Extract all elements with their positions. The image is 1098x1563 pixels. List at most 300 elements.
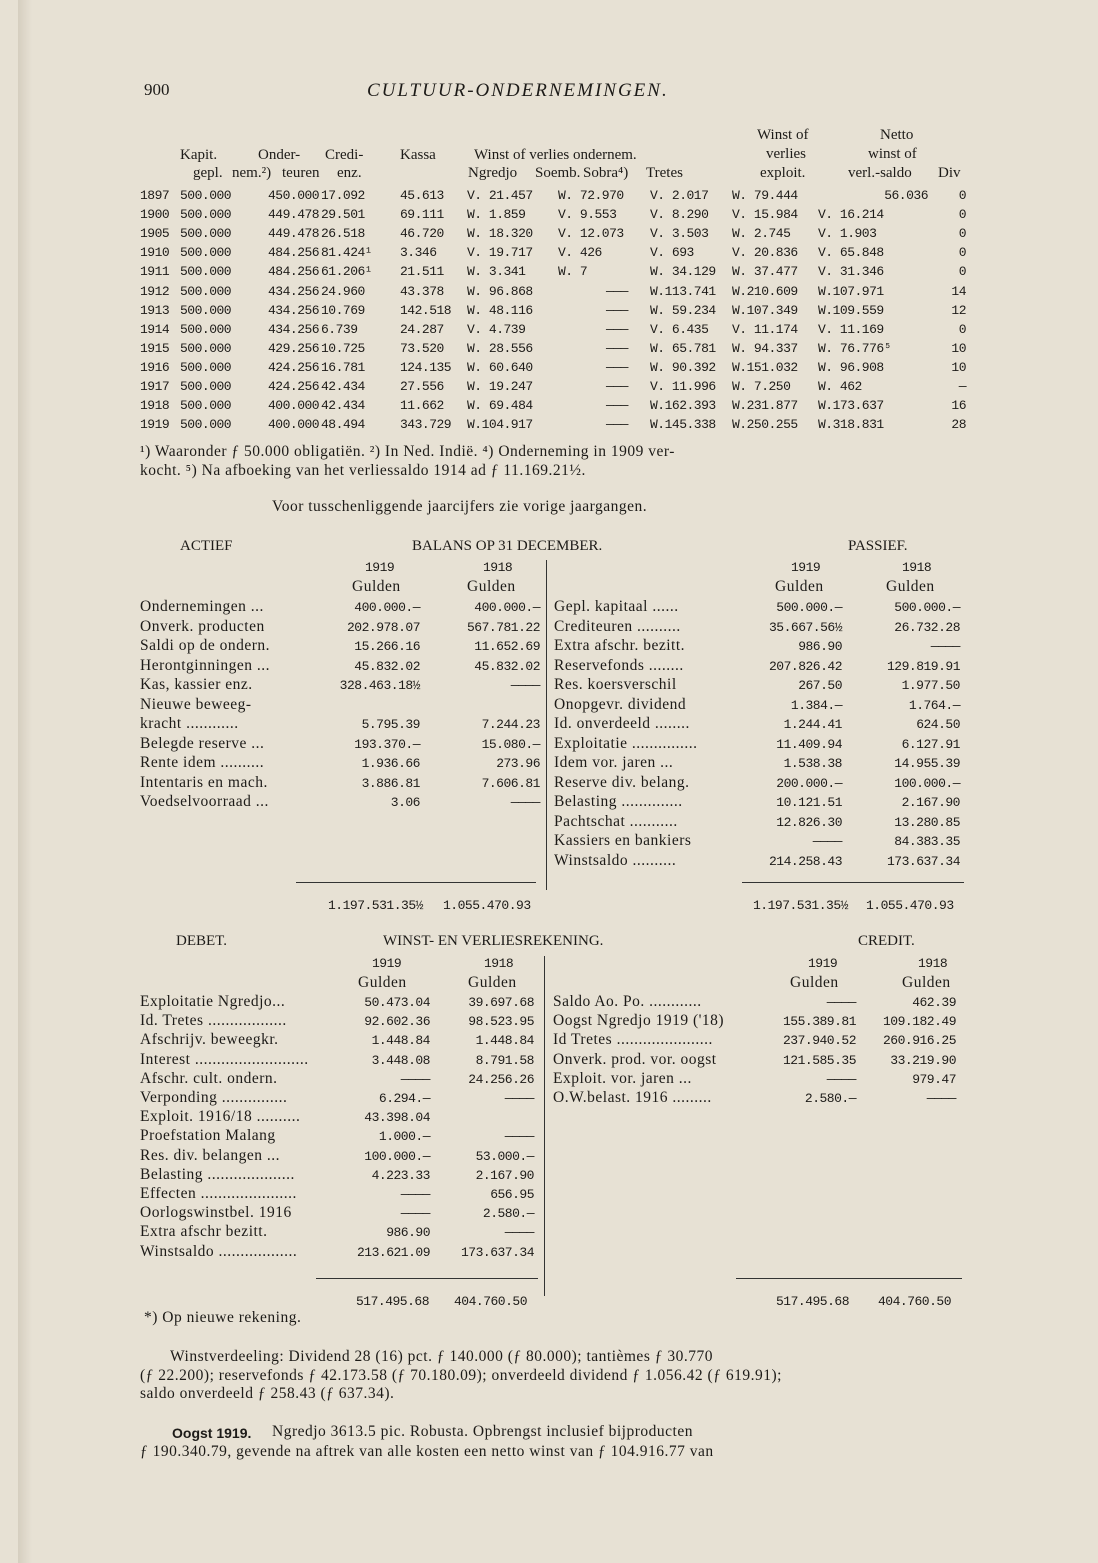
- balans-total-1918: 1.055.470.93: [443, 898, 531, 913]
- debet-value-1919: 213.621.09: [356, 1244, 430, 1260]
- table-cell: 434.256: [268, 302, 320, 318]
- column-header: exploit.: [760, 165, 806, 181]
- table-cell: 343.729: [400, 417, 452, 433]
- passief-value-1918: 14.955.39: [894, 756, 960, 771]
- currency-header: Gulden: [467, 578, 516, 595]
- debet-label: Exploit. 1916/18 ..........: [140, 1108, 301, 1126]
- winst-total-1919: 517.495.68: [356, 1294, 430, 1309]
- oogst-line: Ngredjo 3613.5 pic. Robusta. Opbrengst inclusief bijproducten: [272, 1423, 693, 1440]
- table-cell: 0: [958, 188, 966, 203]
- winst-total-1919: 517.495.68: [776, 1294, 850, 1309]
- table-cell: 73.520: [400, 340, 444, 356]
- credit-label: Exploit. vor. jaren ...: [553, 1069, 692, 1087]
- table-cell: W.151.032: [732, 359, 798, 375]
- table-cell: 12: [951, 302, 966, 318]
- table-cell: 0: [958, 264, 966, 280]
- row-year: 1905: [140, 226, 170, 242]
- actief-label: Herontginningen ...: [140, 656, 271, 674]
- column-header: Tretes: [646, 165, 683, 181]
- balans-passief-title: PASSIEF.: [848, 538, 908, 554]
- table-cell: W.104.917: [467, 417, 533, 433]
- table-cell: W.231.877: [732, 398, 798, 414]
- passief-value-1919: 267.50: [798, 678, 842, 693]
- table-cell: 10.769: [321, 302, 365, 318]
- winstverdeeling-line: Winstverdeeling: Dividend 28 (16) pct. ƒ 140.000 (ƒ 80.000); tantièmes ƒ 30.770: [170, 1348, 713, 1365]
- table-cell: 16: [951, 398, 966, 414]
- currency-header: Gulden: [468, 974, 517, 991]
- actief-value-1919: 3.06: [390, 795, 420, 810]
- table-cell: 429.256: [268, 340, 320, 356]
- table-cell: 500.000: [180, 245, 232, 261]
- table-cell: W. 7: [558, 264, 588, 280]
- total-rule: [742, 882, 964, 883]
- actief-value-1918: 7.244.23: [481, 717, 540, 732]
- scan-edge-shadow: [18, 0, 32, 1563]
- actief-value-1918: 7.606.81: [481, 775, 540, 791]
- debet-value-1918: 173.637.34: [460, 1244, 534, 1260]
- table-cell: ———: [606, 321, 628, 337]
- table-cell: 500.000: [180, 302, 232, 318]
- column-header: teuren: [282, 165, 320, 181]
- balans-actief-title: ACTIEF: [180, 538, 233, 554]
- actief-value-1918: 15.080.—: [481, 736, 540, 752]
- table-cell: 48.494: [321, 417, 365, 433]
- table-cell: V. 11.174: [732, 321, 798, 337]
- table-cell: 26.518: [321, 226, 365, 242]
- table-cell: 449.478: [268, 226, 320, 242]
- debet-label: Afschr. cult. ondern.: [140, 1069, 278, 1087]
- column-header: Ngredjo: [468, 165, 518, 181]
- credit-label: Onverk. prod. vor. oogst: [553, 1050, 717, 1068]
- debet-value-1919: ————: [400, 1206, 430, 1222]
- debet-value-1918: ————: [504, 1091, 534, 1106]
- table-cell: 500.000: [180, 417, 232, 433]
- table-cell: 500.000: [180, 359, 232, 375]
- table-cell: V. 426: [558, 245, 602, 261]
- passief-value-1918: 2.167.90: [901, 795, 960, 810]
- column-header: Kapit.: [180, 147, 218, 163]
- table-cell: 46.720: [400, 226, 444, 242]
- table-cell: 500.000: [180, 283, 232, 299]
- column-header: verlies: [766, 146, 806, 162]
- passief-label: Exploitatie ...............: [554, 734, 698, 752]
- row-year: 1916: [140, 359, 170, 375]
- passief-value-1919: 11.409.94: [776, 736, 842, 752]
- row-year: 1913: [140, 302, 170, 318]
- credit-value-1919: 237.940.52: [782, 1033, 856, 1049]
- winst-title: WINST- EN VERLIESREKENING.: [383, 933, 604, 949]
- table-cell: 500.000: [180, 398, 232, 414]
- table-cell: 24.960: [321, 283, 365, 299]
- row-year: 1897: [140, 188, 170, 203]
- table-cell: —: [958, 379, 966, 394]
- column-header: Soemb.: [535, 165, 581, 181]
- credit-value-1919: ————: [826, 995, 856, 1010]
- debet-value-1918: ————: [504, 1129, 534, 1145]
- table-cell: 0: [958, 245, 966, 261]
- row-year: 1911: [140, 264, 170, 280]
- table-cell: W. 65.781: [650, 340, 716, 356]
- year-header: 1919: [365, 560, 395, 575]
- passief-value-1919: 986.90: [798, 639, 842, 654]
- table-cell: V. 11.996: [650, 379, 716, 394]
- table-cell: 500.000: [180, 188, 232, 203]
- table-cell: 500.000: [180, 321, 232, 337]
- column-header: Netto: [880, 127, 914, 143]
- actief-value-1918: 400.000.—: [474, 600, 540, 615]
- table-cell: ———: [606, 379, 628, 394]
- passief-label: Extra afschr. bezitt.: [554, 637, 686, 654]
- table-cell: 17.092: [321, 188, 365, 203]
- debet-value-1918: 98.523.95: [468, 1014, 534, 1030]
- table-cell: 484.256: [268, 245, 320, 261]
- table-cell: 500.000: [180, 379, 232, 394]
- table-cell: V. 12.073: [558, 226, 624, 242]
- actief-value-1918: 45.832.02: [474, 658, 540, 674]
- debet-value-1918: ————: [504, 1225, 534, 1241]
- actief-value-1919: 202.978.07: [346, 619, 420, 635]
- debet-value-1919: 1.000.—: [378, 1129, 430, 1145]
- passief-value-1919: 10.121.51: [776, 795, 842, 810]
- table-cell: 6.739: [321, 321, 358, 337]
- passief-value-1918: 26.732.28: [894, 619, 960, 635]
- winst-total-1918: 404.760.50: [454, 1294, 528, 1309]
- credit-value-1919: 2.580.—: [804, 1091, 856, 1106]
- debet-value-1919: 3.448.08: [371, 1052, 430, 1068]
- passief-value-1919: 35.667.56½: [768, 619, 842, 635]
- debet-label: Afschrijv. beweegkr.: [140, 1031, 279, 1049]
- footnote-line: kocht. ⁵) Na afboeking van het verliessaldo 1914 ad ƒ 11.169.21½.: [140, 462, 586, 479]
- actief-value-1918: 567.781.22: [466, 619, 540, 635]
- table-cell: 42.434: [321, 379, 365, 394]
- table-cell: 27.556: [400, 379, 444, 394]
- table-cell: W. 462: [818, 379, 862, 394]
- debet-value-1919: 4.223.33: [371, 1167, 430, 1183]
- table-cell: ———: [606, 417, 628, 433]
- currency-header: Gulden: [902, 974, 951, 991]
- passief-label: Winstsaldo ..........: [554, 851, 677, 869]
- page-number: 900: [144, 80, 170, 99]
- passief-label: Gepl. kapitaal ......: [554, 598, 679, 615]
- table-cell: 11.662: [400, 398, 444, 414]
- table-cell: 0: [958, 321, 966, 337]
- column-header: Credi-: [325, 147, 364, 163]
- passief-value-1919: 214.258.43: [768, 853, 842, 869]
- debet-value-1918: 1.448.84: [475, 1033, 534, 1049]
- page-title: CULTUUR-ONDERNEMINGEN.: [367, 80, 669, 101]
- winst-footnote: *) Op nieuwe rekening.: [144, 1309, 302, 1326]
- actief-label: Voedselvoorraad ...: [140, 793, 269, 810]
- actief-value-1919: 15.266.16: [354, 639, 420, 654]
- table-cell: ———: [606, 302, 628, 318]
- table-cell: 0: [958, 226, 966, 242]
- debet-label: Winstsaldo ..................: [140, 1242, 298, 1260]
- credit-value-1918: 462.39: [912, 995, 956, 1010]
- year-header: 1918: [902, 560, 932, 575]
- table-cell: 424.256: [268, 359, 320, 375]
- footnote-line: ¹) Waaronder ƒ 50.000 obligatiën. ²) In Ned. Indië. ⁴) Onderneming in 1909 ver-: [140, 443, 675, 460]
- credit-label: Id Tretes ......................: [553, 1031, 713, 1049]
- debet-value-1919: 1.448.84: [371, 1033, 430, 1049]
- table-cell: ———: [606, 283, 628, 299]
- table-cell: 81.424¹: [321, 245, 373, 261]
- actief-value-1918: ————: [510, 795, 540, 810]
- table-cell: ———: [606, 359, 628, 375]
- credit-value-1918: 260.916.25: [882, 1033, 956, 1049]
- debet-value-1919: 92.602.36: [364, 1014, 430, 1030]
- passief-label: Reserve div. belang.: [554, 773, 690, 791]
- table-cell: 449.478: [268, 207, 320, 223]
- table-cell: W.250.255: [732, 417, 798, 433]
- table-cell: 142.518: [400, 302, 452, 318]
- table-cell: 500.000: [180, 264, 232, 280]
- column-header: Winst of verlies ondernem.: [474, 147, 637, 163]
- table-cell: W. 60.640: [467, 359, 533, 375]
- passief-value-1919: 500.000.—: [776, 600, 842, 615]
- table-cell: 0: [958, 207, 966, 223]
- table-cell: W. 69.484: [467, 398, 533, 414]
- total-rule: [296, 882, 536, 883]
- passief-value-1918: 129.819.91: [886, 658, 960, 674]
- table-cell: 16.781: [321, 359, 365, 375]
- credit-value-1918: ————: [926, 1091, 956, 1106]
- row-year: 1917: [140, 379, 170, 394]
- table-cell: W. 3.341: [467, 264, 526, 280]
- actief-label: Intentaris en mach.: [140, 773, 268, 791]
- debet-label: Oorlogswinstbel. 1916: [140, 1204, 292, 1222]
- credit-value-1919: ————: [826, 1071, 856, 1087]
- table-cell: 400.000: [268, 417, 320, 433]
- table-cell: 500.000: [180, 226, 232, 242]
- table-cell: W. 37.477: [732, 264, 798, 280]
- balans-total-1919: 1.197.531.35½: [753, 898, 848, 913]
- actief-label: Saldi op de ondern.: [140, 637, 271, 654]
- winstverdeeling-line: (ƒ 22.200); reservefonds ƒ 42.173.58 (ƒ 70.180.09); onverdeeld dividend ƒ 1.056.42 (ƒ 619.91);: [140, 1367, 782, 1384]
- actief-value-1919: 1.936.66: [361, 756, 420, 771]
- passief-value-1919: ————: [812, 834, 842, 849]
- column-header: Sobra⁴): [583, 165, 629, 181]
- table-cell: V. 1.903: [818, 226, 877, 242]
- winst-divider: [544, 956, 545, 1296]
- table-cell: V. 8.290: [650, 207, 709, 223]
- year-header: 1919: [791, 560, 821, 575]
- passief-label: Reservefonds ........: [554, 656, 684, 674]
- currency-header: Gulden: [886, 578, 935, 595]
- table-cell: W. 59.234: [650, 302, 716, 318]
- table-cell: W. 28.556: [467, 340, 533, 356]
- debet-value-1918: 2.580.—: [482, 1206, 534, 1222]
- table-cell: 10.725: [321, 340, 365, 356]
- currency-header: Gulden: [790, 974, 839, 991]
- column-header: gepl.: [193, 165, 223, 181]
- table-cell: 484.256: [268, 264, 320, 280]
- year-header: 1918: [483, 560, 513, 575]
- debet-value-1919: 986.90: [386, 1225, 430, 1241]
- table-cell: W. 34.129: [650, 264, 716, 280]
- table-cell: 14: [951, 283, 966, 299]
- table-cell: 43.378: [400, 283, 444, 299]
- actief-value-1918: ————: [510, 678, 540, 693]
- table-cell: W.318.831: [818, 417, 884, 433]
- table-cell: V. 15.984: [732, 207, 798, 223]
- table-cell: 3.346: [400, 245, 437, 261]
- balans-divider: [546, 560, 547, 890]
- table-cell: W. 18.320: [467, 226, 533, 242]
- debet-value-1918: 2.167.90: [475, 1167, 534, 1183]
- winst-credit-title: CREDIT.: [858, 933, 915, 949]
- table-cell: W.113.741: [650, 283, 716, 299]
- actief-label: Belegde reserve ...: [140, 734, 265, 752]
- table-cell: 56.036: [884, 188, 928, 203]
- debet-label: Interest ..........................: [140, 1050, 309, 1068]
- credit-label: Saldo Ao. Po. ............: [553, 993, 702, 1010]
- actief-value-1918: 273.96: [496, 756, 540, 771]
- debet-value-1918: 8.791.58: [475, 1052, 534, 1068]
- year-header: 1918: [918, 956, 948, 971]
- year-header: 1919: [808, 956, 838, 971]
- table-cell: W.109.559: [818, 302, 884, 318]
- table-cell: V. 20.836: [732, 245, 798, 261]
- actief-value-1918: 11.652.69: [474, 639, 540, 654]
- table-cell: W. 79.444: [732, 188, 798, 203]
- table-cell: V. 31.346: [818, 264, 884, 280]
- balans-total-1918: 1.055.470.93: [866, 898, 954, 913]
- row-year: 1915: [140, 340, 170, 356]
- table-cell: W. 96.908: [818, 359, 884, 375]
- passief-label: Belasting ..............: [554, 793, 683, 810]
- passief-label: Idem vor. jaren ...: [554, 754, 674, 771]
- table-cell: V. 11.169: [818, 321, 884, 337]
- table-cell: W. 90.392: [650, 359, 716, 375]
- passief-value-1918: 100.000.—: [894, 775, 960, 791]
- table-cell: W.173.637: [818, 398, 884, 414]
- currency-header: Gulden: [775, 578, 824, 595]
- table-cell: V. 2.017: [650, 188, 709, 203]
- debet-value-1918: 53.000.—: [475, 1148, 534, 1164]
- table-cell: W. 2.745: [732, 226, 791, 242]
- table-cell: 124.135: [400, 359, 452, 375]
- table-cell: 69.111: [400, 207, 444, 223]
- oogst-line: ƒ 190.340.79, gevende na aftrek van alle kosten een netto winst van ƒ 104.916.77 van: [140, 1443, 714, 1460]
- table-cell: W. 1.859: [467, 207, 526, 223]
- debet-value-1918: 656.95: [490, 1187, 534, 1202]
- passief-value-1918: 1.764.—: [908, 697, 960, 713]
- table-cell: 61.206¹: [321, 264, 373, 280]
- credit-value-1919: 121.585.35: [782, 1052, 856, 1068]
- debet-label: Belasting ....................: [140, 1165, 295, 1183]
- year-header: 1919: [372, 956, 402, 971]
- table-cell: V. 21.457: [467, 188, 533, 203]
- actief-value-1919: 5.795.39: [361, 717, 420, 732]
- table-cell: W. 7.250: [732, 379, 791, 394]
- actief-label: Nieuwe beweeg-: [140, 695, 252, 713]
- row-year: 1919: [140, 417, 170, 433]
- row-year: 1912: [140, 283, 170, 299]
- debet-value-1919: 43.398.04: [364, 1110, 430, 1126]
- table-cell: 42.434: [321, 398, 365, 414]
- credit-label: Oogst Ngredjo 1919 ('18): [553, 1012, 725, 1030]
- table-cell: W. 96.868: [467, 283, 533, 299]
- actief-value-1919: 400.000.—: [354, 600, 420, 615]
- note-text: Voor tusschenliggende jaarcijfers zie vorige jaargangen.: [272, 498, 648, 515]
- table-cell: 500.000: [180, 207, 232, 223]
- actief-label: kracht ............: [140, 715, 239, 732]
- actief-value-1919: 3.886.81: [361, 775, 420, 791]
- currency-header: Gulden: [358, 974, 407, 991]
- credit-label: O.W.belast. 1916 .........: [553, 1089, 712, 1106]
- table-cell: 450.000: [268, 188, 320, 203]
- row-year: 1900: [140, 207, 170, 223]
- table-cell: V. 693: [650, 245, 694, 261]
- actief-value-1919: 193.370.—: [354, 736, 420, 752]
- passief-value-1918: 500.000.—: [894, 600, 960, 615]
- table-cell: 424.256: [268, 379, 320, 394]
- row-year: 1918: [140, 398, 170, 414]
- passief-value-1918: 84.383.35: [894, 834, 960, 849]
- table-cell: 434.256: [268, 321, 320, 337]
- column-header: Onder-: [258, 147, 301, 163]
- table-cell: V. 4.739: [467, 321, 526, 337]
- column-header: Winst of: [757, 127, 809, 143]
- debet-label: Verponding ...............: [140, 1089, 288, 1106]
- table-cell: W.107.349: [732, 302, 798, 318]
- passief-value-1918: ————: [930, 639, 960, 654]
- table-cell: 434.256: [268, 283, 320, 299]
- table-cell: W.162.393: [650, 398, 716, 414]
- table-cell: V. 9.553: [558, 207, 617, 223]
- row-year: 1910: [140, 245, 170, 261]
- table-cell: V. 19.717: [467, 245, 533, 261]
- passief-value-1919: 207.826.42: [768, 658, 842, 674]
- table-cell: W. 94.337: [732, 340, 798, 356]
- passief-value-1918: 624.50: [916, 717, 960, 732]
- credit-value-1919: 155.389.81: [782, 1014, 856, 1030]
- column-header: Div: [938, 165, 961, 181]
- table-cell: W.107.971: [818, 283, 884, 299]
- currency-header: Gulden: [352, 578, 401, 595]
- debet-label: Exploitatie Ngredjo...: [140, 993, 286, 1010]
- column-header: enz.: [337, 165, 362, 181]
- passief-label: Crediteuren ..........: [554, 617, 681, 635]
- credit-value-1918: 33.219.90: [890, 1052, 956, 1068]
- passief-value-1918: 1.977.50: [901, 678, 960, 693]
- passief-value-1918: 173.637.34: [886, 853, 960, 869]
- table-cell: V. 65.848: [818, 245, 884, 261]
- total-rule: [736, 1278, 962, 1279]
- debet-value-1919: 50.473.04: [364, 995, 430, 1010]
- table-cell: 24.287: [400, 321, 444, 337]
- actief-label: Onverk. producten: [140, 617, 265, 635]
- debet-label: Res. div. belangen ...: [140, 1146, 280, 1164]
- passief-label: Res. koersverschil: [554, 676, 677, 693]
- table-cell: 21.511: [400, 264, 444, 280]
- table-cell: ———: [606, 340, 628, 356]
- column-header: verl.-saldo: [848, 165, 912, 181]
- passief-value-1919: 1.384.—: [790, 697, 842, 713]
- actief-value-1919: 328.463.18½: [339, 678, 420, 693]
- year-header: 1918: [484, 956, 514, 971]
- actief-label: Ondernemingen ...: [140, 598, 264, 615]
- table-cell: W. 72.970: [558, 188, 624, 203]
- actief-label: Kas, kassier enz.: [140, 676, 253, 693]
- actief-label: Rente idem ..........: [140, 754, 265, 771]
- passief-value-1918: 6.127.91: [901, 736, 960, 752]
- passief-value-1919: 200.000.—: [776, 775, 842, 791]
- passief-value-1919: 1.538.38: [783, 756, 842, 771]
- passief-label: Onopgevr. dividend: [554, 695, 687, 713]
- debet-label: Id. Tretes ..................: [140, 1012, 287, 1030]
- debet-label: Proefstation Malang: [140, 1127, 276, 1145]
